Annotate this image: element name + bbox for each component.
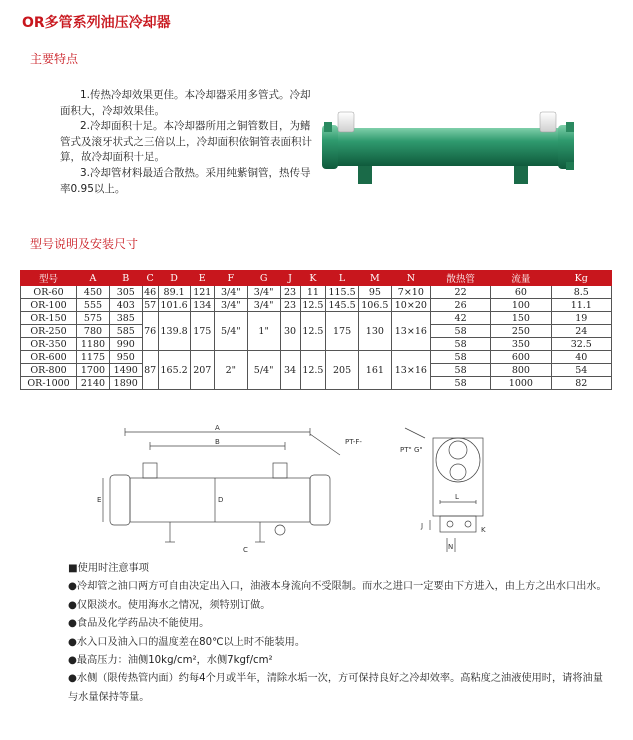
note-item: ●水入口及油入口的温度差在80℃以上时不能装用。 xyxy=(68,636,306,648)
cell-kg: 8.5 xyxy=(551,286,611,299)
table-row xyxy=(21,351,612,364)
cell-g: 5/4" xyxy=(247,351,280,390)
table-row xyxy=(21,299,612,312)
cell-a: 555 xyxy=(77,299,110,312)
cell-f: 3/4" xyxy=(214,299,247,312)
cell-flow: 800 xyxy=(491,364,551,377)
col-b: B xyxy=(109,271,142,286)
oil-cooler-photo xyxy=(318,100,578,190)
spec-heading: 型号说明及安装尺寸 xyxy=(30,237,139,251)
cell-g: 3/4" xyxy=(247,286,280,299)
cell-model: OR-250 xyxy=(21,325,77,338)
cell-f: 3/4" xyxy=(214,286,247,299)
feature-item: 1.传热冷却效果更佳。本冷却器采用多管式。冷却面积大，冷却效果佳。 xyxy=(60,89,311,117)
cell-c: 87 xyxy=(142,351,158,390)
usage-notes xyxy=(68,560,608,707)
cell-a: 1700 xyxy=(77,364,110,377)
features-list xyxy=(60,88,315,197)
label-n: N xyxy=(448,543,454,551)
cell-g: 3/4" xyxy=(247,299,280,312)
col-j: J xyxy=(280,271,300,286)
cell-model: OR-150 xyxy=(21,312,77,325)
cell-l: 145.5 xyxy=(326,299,359,312)
cell-flow: 600 xyxy=(491,351,551,364)
cell-a: 1180 xyxy=(77,338,110,351)
cell-model: OR-800 xyxy=(21,364,77,377)
cell-j: 23 xyxy=(280,299,300,312)
cell-b: 403 xyxy=(109,299,142,312)
spec-table xyxy=(20,270,612,390)
label-b: B xyxy=(215,438,220,446)
cell-f: 5/4" xyxy=(214,312,247,351)
cell-a: 780 xyxy=(77,325,110,338)
note-item: ●最高压力：油侧10kg/cm²，水侧7kgf/cm² xyxy=(68,655,273,667)
cell-kg: 40 xyxy=(551,351,611,364)
cell-flow: 1000 xyxy=(491,377,551,390)
col-k: K xyxy=(300,271,326,286)
cell-kg: 19 xyxy=(551,312,611,325)
label-k: K xyxy=(481,526,486,534)
cell-kg: 82 xyxy=(551,377,611,390)
notes-heading: ■使用时注意事项 xyxy=(68,563,149,574)
label-pt-g: PT" G" xyxy=(400,446,423,454)
cell-tubes: 58 xyxy=(430,325,490,338)
cell-e: 121 xyxy=(190,286,214,299)
cell-l: 205 xyxy=(326,351,359,390)
cell-tubes: 58 xyxy=(430,351,490,364)
cell-l: 175 xyxy=(326,312,359,351)
col-d: D xyxy=(158,271,190,286)
label-l: L xyxy=(455,493,459,501)
cell-c: 46 xyxy=(144,286,157,298)
note-item: ●食品及化学药品决不能使用。 xyxy=(68,618,210,630)
cell-flow: 350 xyxy=(491,338,551,351)
cell-k: 12.5 xyxy=(300,299,326,312)
cell-flow: 100 xyxy=(491,299,551,312)
cell-k: 11 xyxy=(300,286,326,299)
cell-k: 12.5 xyxy=(300,312,326,351)
cell-d: 101.6 xyxy=(158,299,190,312)
cell-n: 10×20 xyxy=(391,299,430,312)
cell-model: OR-60 xyxy=(21,286,77,299)
cell-flow: 60 xyxy=(491,286,551,299)
cell-j: 30 xyxy=(280,312,300,351)
page-title: OR多管系列油压冷却器 xyxy=(22,15,171,31)
col-a: A xyxy=(77,271,110,286)
col-m: M xyxy=(358,271,391,286)
cell-e: 207 xyxy=(190,351,214,390)
cell-kg: 54 xyxy=(551,364,611,377)
cell-b: 305 xyxy=(109,286,142,299)
note-item: ●冷却管之油口两方可自由决定出入口，油液本身流向不受限制。而水之进口一定要由下方进入，由上方之出水口出水。 xyxy=(68,581,607,593)
note-item: ●水侧（限传热管内面）约每4个月或半年，清除水垢一次，方可保持良好之冷却效率。高粘度之油液使用时，请将油量与水量保持等量。 xyxy=(68,673,603,703)
cell-c: 57 xyxy=(144,299,157,311)
table-header-row xyxy=(21,271,612,286)
cell-model: OR-1000 xyxy=(21,377,77,390)
cell-m: 106.5 xyxy=(358,299,391,312)
cell-model: OR-350 xyxy=(21,338,77,351)
cell-m: 95 xyxy=(358,286,391,299)
cell-kg: 11.1 xyxy=(551,299,611,312)
label-a: A xyxy=(215,424,220,432)
cell-flow: 150 xyxy=(491,312,551,325)
label-pt-f: PT-F- xyxy=(345,438,362,446)
cell-kg: 24 xyxy=(551,325,611,338)
feature-item: 2.冷却面积十足。本冷却器所用之铜管数目，为鳍管式及滚牙状式之三倍以上，冷却面积依铜管表面积计算，故冷却面积十足。 xyxy=(60,120,312,164)
col-tubes: 散热管 xyxy=(430,271,490,286)
cell-tubes: 22 xyxy=(430,286,490,299)
feature-item: 3.冷却管材料最适合散热。采用纯紫铜管，热传导率0.95以上。 xyxy=(60,166,311,195)
cell-j: 23 xyxy=(280,286,300,299)
cell-tubes: 42 xyxy=(430,312,490,325)
table-row xyxy=(21,286,612,299)
label-j: J xyxy=(421,522,424,530)
cell-d: 165.2 xyxy=(158,351,190,390)
cell-f: 2" xyxy=(214,351,247,390)
col-e: E xyxy=(190,271,214,286)
cell-b: 990 xyxy=(109,338,142,351)
cell-b: 385 xyxy=(109,312,142,325)
cell-flow: 250 xyxy=(491,325,551,338)
table-row xyxy=(21,312,612,325)
cell-model: OR-100 xyxy=(21,299,77,312)
features-heading: 主要特点 xyxy=(30,52,79,66)
cell-l: 115.5 xyxy=(326,286,359,299)
cell-m: 161 xyxy=(358,351,391,390)
cell-b: 1490 xyxy=(109,364,142,377)
cell-b: 1890 xyxy=(109,377,142,390)
cell-k: 12.5 xyxy=(300,351,326,390)
col-g: G xyxy=(247,271,280,286)
cell-n: 7×10 xyxy=(391,286,430,299)
cell-tubes: 58 xyxy=(430,364,490,377)
dimension-drawings xyxy=(95,420,515,555)
col-model: 型号 xyxy=(21,271,77,286)
col-c: C xyxy=(142,271,158,286)
cell-d: 139.8 xyxy=(158,312,190,351)
cell-m: 130 xyxy=(358,312,391,351)
cell-tubes: 26 xyxy=(430,299,490,312)
cell-a: 450 xyxy=(77,286,110,299)
label-e: E xyxy=(97,496,102,504)
cell-d: 89.1 xyxy=(158,286,190,299)
col-f: F xyxy=(214,271,247,286)
cell-n: 13×16 xyxy=(391,351,430,390)
cell-g: 1" xyxy=(247,312,280,351)
col-flow: 流量 xyxy=(491,271,551,286)
cell-a: 575 xyxy=(77,312,110,325)
cell-e: 134 xyxy=(190,299,214,312)
cell-j: 34 xyxy=(280,351,300,390)
front-view-drawing xyxy=(103,428,340,542)
cell-b: 950 xyxy=(109,351,142,364)
cell-tubes: 58 xyxy=(430,338,490,351)
cell-n: 13×16 xyxy=(391,312,430,351)
label-c: C xyxy=(243,546,248,554)
col-l: L xyxy=(326,271,359,286)
col-kg: Kg xyxy=(551,271,611,286)
col-n: N xyxy=(391,271,430,286)
cell-b: 585 xyxy=(109,325,142,338)
cell-kg: 32.5 xyxy=(551,338,611,351)
cell-a: 1175 xyxy=(77,351,110,364)
cell-c: 76 xyxy=(142,312,158,351)
cell-model: OR-600 xyxy=(21,351,77,364)
note-item: ●仅限淡水。使用海水之情况，须特别订做。 xyxy=(68,599,271,611)
cell-tubes: 58 xyxy=(430,377,490,390)
cell-a: 2140 xyxy=(77,377,110,390)
cell-e: 175 xyxy=(190,312,214,351)
label-d: D xyxy=(218,496,224,504)
